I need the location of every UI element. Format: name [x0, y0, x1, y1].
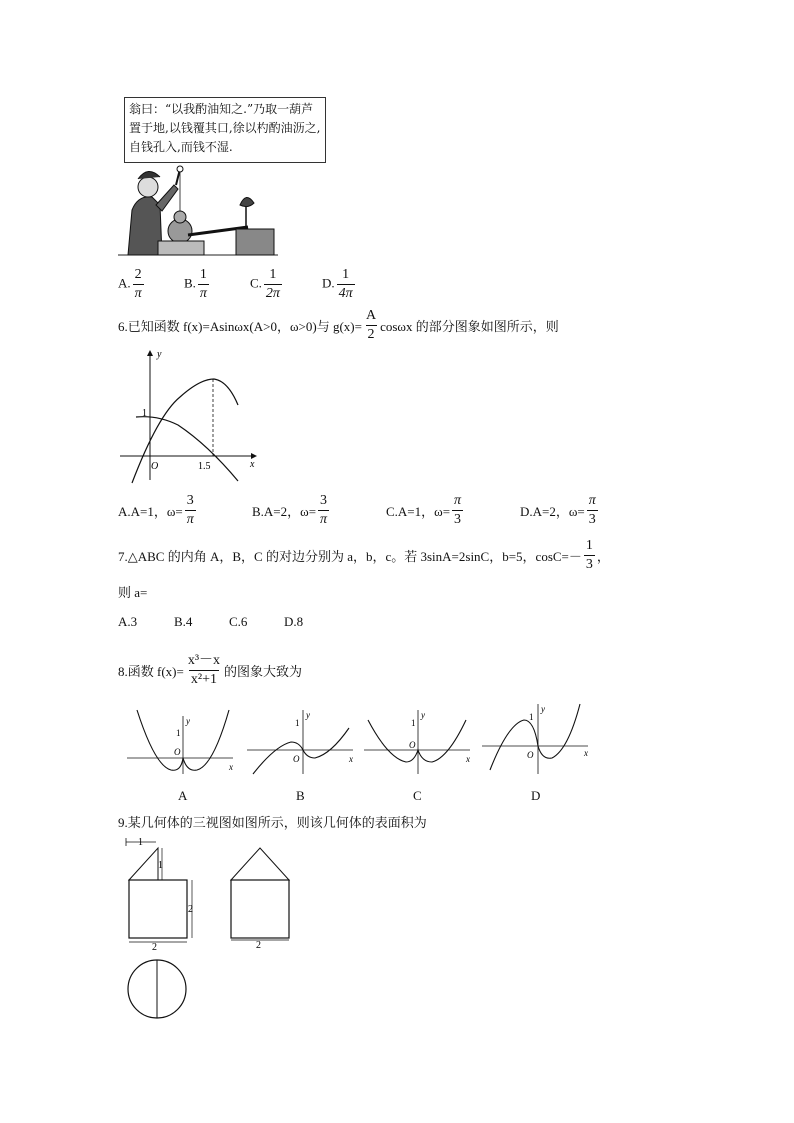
q6-x-label: x [250, 459, 255, 470]
q6-origin: O [151, 461, 159, 472]
q6-y-label: y [157, 349, 162, 360]
q8-graph-b [245, 706, 357, 776]
svg-text:y: y [306, 710, 310, 720]
svg-text:O: O [409, 740, 416, 750]
svg-text:1: 1 [529, 712, 534, 722]
q9-three-views [118, 834, 318, 1024]
svg-text:O: O [527, 750, 534, 760]
q7-option-b[interactable]: B.4 [174, 614, 193, 629]
q8-caption-d[interactable]: D [531, 788, 541, 803]
q8-graph-d [480, 700, 592, 776]
svg-text:y: y [421, 710, 425, 720]
svg-text:O: O [293, 754, 300, 764]
story-text: 翁曰：“以我酌油知之.”乃取一葫芦置于地,以钱覆其口,徐以杓酌油沥之,自钱孔入,而钱不湿. [129, 102, 321, 154]
q9-stem: 9.某几何体的三视图如图所示，则该几何体的表面积为 [118, 815, 427, 830]
q9-top-view [128, 960, 186, 1018]
svg-text:1: 1 [411, 718, 416, 728]
svg-text:1: 1 [158, 860, 163, 871]
story-box [124, 97, 326, 163]
q8-graph-c [362, 706, 474, 776]
q7-option-d[interactable]: D.8 [284, 614, 304, 629]
q6-stem: 6.已知函数 f(x)=Asinωx(A>0，ω>0)与 g(x)= $\frac{A}{2}$ cosωx 的部分图象如图所示，则 [118, 307, 559, 342]
svg-text:2: 2 [188, 904, 193, 915]
q8-graph-a [125, 706, 237, 776]
q6-option-d[interactable]: D.A=2，ω= $\frac{\pi}{3}$ [520, 493, 596, 527]
q6-sine-curve [132, 379, 238, 483]
q7-line2: 则 a= [118, 585, 148, 600]
svg-text:x: x [584, 748, 588, 758]
q5-option-d[interactable]: D. $\frac{1}{4\pi}$ [322, 266, 353, 301]
q8-caption-c[interactable]: C [413, 788, 422, 803]
svg-text:O: O [174, 747, 181, 757]
svg-text:2: 2 [152, 942, 157, 953]
q7-options [118, 614, 378, 632]
oil-seller-illustration [118, 165, 278, 260]
q7-option-a[interactable]: A.3 [118, 614, 138, 629]
q8-caption-a[interactable]: A [178, 788, 188, 803]
q8-stem: 8.函数 f(x)= $\frac{\text{x³－x}}{\text{x²+1}}$ 的图象大致为 [118, 652, 303, 687]
q6-option-a[interactable]: A.A=1，ω= $\frac{3}{\pi}$ [118, 493, 194, 527]
q6-option-b[interactable]: B.A=2，ω= $\frac{3}{\pi}$ [252, 493, 328, 527]
svg-text:1: 1 [176, 728, 181, 738]
q6-graph [118, 345, 268, 485]
q9-side-view [231, 848, 289, 951]
q5-options [118, 266, 418, 302]
q6-option-c[interactable]: C.A=1，ω= $\frac{\pi}{3}$ [386, 493, 462, 527]
svg-text:1: 1 [138, 837, 143, 848]
q5-option-a[interactable]: A. $\frac{2}{\pi}$ [118, 266, 142, 301]
svg-text:1: 1 [295, 718, 300, 728]
q9-front-view [126, 837, 193, 953]
svg-text:x: x [229, 762, 233, 772]
svg-text:2: 2 [256, 940, 261, 951]
q5-option-b[interactable]: B. $\frac{1}{\pi}$ [184, 266, 207, 301]
q6-tick-label: 1.5 [198, 461, 211, 472]
q7-option-c[interactable]: C.6 [229, 614, 248, 629]
q8-caption-b[interactable]: B [296, 788, 305, 803]
svg-text:y: y [541, 704, 545, 714]
svg-text:x: x [349, 754, 353, 764]
svg-text:y: y [186, 716, 190, 726]
q6-one-label: 1 [142, 408, 147, 419]
svg-text:x: x [466, 754, 470, 764]
q7-stem: 7.△ABC 的内角 A，B，C 的对边分别为 a，b，c。若 3sinA=2sinC，b=5，cosC=－ $\frac{1}{3}$ ， [118, 537, 610, 572]
q6-options [118, 494, 638, 530]
q5-option-c[interactable]: C. $\frac{1}{2\pi}$ [250, 266, 280, 301]
